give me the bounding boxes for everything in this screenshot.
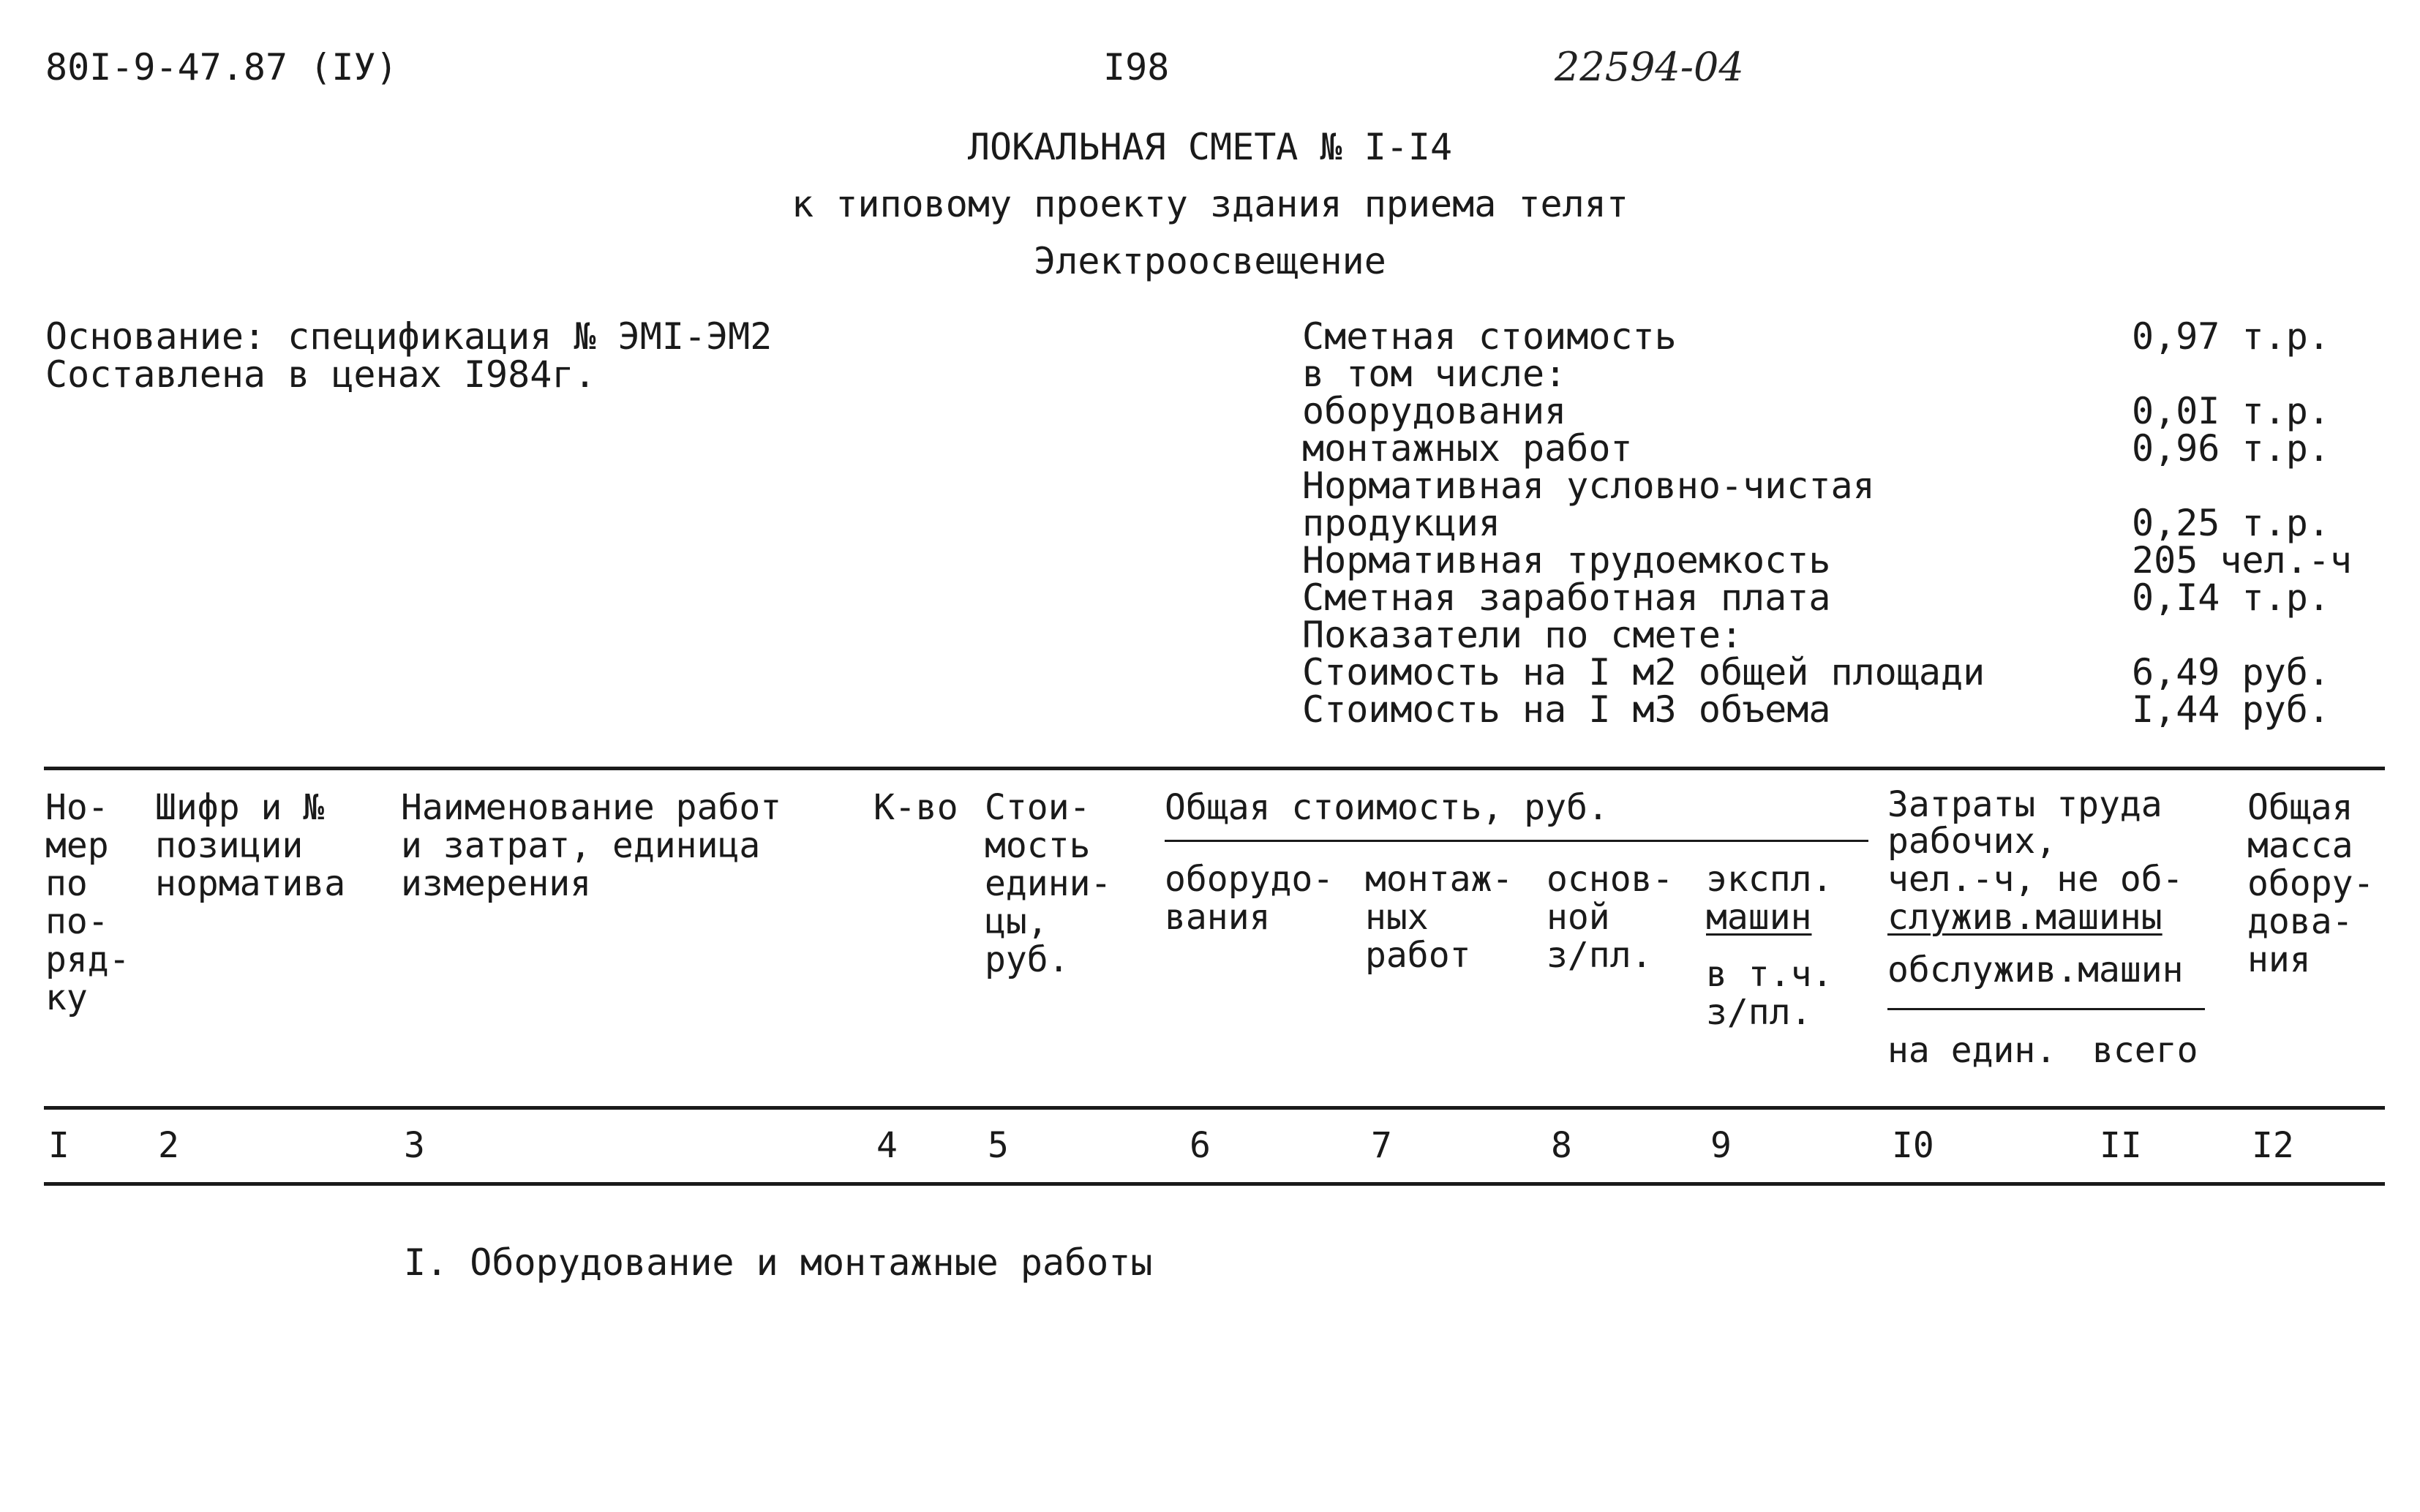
summary-label: Нормативная трудоемкость bbox=[1302, 539, 1831, 582]
document-code: 80I-9-47.87 (IУ) bbox=[45, 46, 398, 89]
summary-value: 0,97 т.р. bbox=[2132, 315, 2330, 358]
column-number: II bbox=[2100, 1125, 2142, 1166]
column-header-unit-cost: Стои- мость едини- цы, руб. bbox=[985, 787, 1112, 980]
column-header-labor-per-unit: на един. bbox=[1887, 1030, 2057, 1071]
column-number: I bbox=[48, 1125, 69, 1166]
column-number: 4 bbox=[876, 1125, 898, 1166]
table-top-rule bbox=[44, 767, 2385, 770]
summary-label: оборудования bbox=[1302, 390, 1567, 432]
column-number: 5 bbox=[988, 1125, 1009, 1166]
basis-prices: Составлена в ценах I984г. bbox=[45, 353, 596, 396]
labor-group-rule bbox=[1887, 1008, 2205, 1010]
handwritten-register-number: 22594-04 bbox=[1555, 44, 1744, 90]
summary-value: I,44 руб. bbox=[2132, 688, 2330, 731]
summary-label: Стоимость на I м2 общей площади bbox=[1302, 651, 1985, 693]
estimate-title: ЛОКАЛЬНАЯ СМЕТА № I-I4 bbox=[967, 126, 1453, 168]
summary-label: Стоимость на I м3 объема bbox=[1302, 688, 1831, 731]
column-number: 2 bbox=[158, 1125, 179, 1166]
summary-value: 6,49 руб. bbox=[2132, 651, 2330, 693]
summary-label: монтажных работ bbox=[1302, 427, 1633, 470]
section-heading: I. Оборудование и монтажные работы bbox=[404, 1241, 1153, 1284]
column-header-machines: машин bbox=[1706, 897, 1812, 938]
summary-value: 0,96 т.р. bbox=[2132, 427, 2330, 470]
column-number: I2 bbox=[2252, 1125, 2294, 1166]
column-header-labor-line1: Затраты труда bbox=[1887, 784, 2162, 825]
column-header-labor-servicing: обслужив.машин bbox=[1887, 949, 2184, 990]
summary-value: 0,I4 т.р. bbox=[2132, 576, 2330, 619]
column-header-total-cost-group: Общая стоимость, руб. bbox=[1165, 787, 1609, 828]
column-number: 6 bbox=[1190, 1125, 1211, 1166]
page-number: I98 bbox=[1103, 46, 1170, 89]
column-number: 8 bbox=[1551, 1125, 1572, 1166]
summary-label: Сметная стоимость bbox=[1302, 315, 1677, 358]
summary-value: 0,0I т.р. bbox=[2132, 390, 2330, 432]
column-header-incl-salary: в т.ч. з/пл. bbox=[1706, 954, 1833, 1033]
summary-label: Показатели по смете: bbox=[1302, 614, 1743, 656]
project-subtitle: к типовому проекту здания приема телят bbox=[792, 183, 1628, 225]
column-header-norm-code: Шифр и № позиции норматива bbox=[155, 787, 346, 904]
total-cost-group-rule bbox=[1165, 840, 1868, 842]
column-header-machine-operation: экспл. bbox=[1706, 859, 1833, 900]
column-header-quantity: К-во bbox=[873, 787, 958, 828]
column-number: 3 bbox=[404, 1125, 425, 1166]
column-header-labor-total: всего bbox=[2092, 1030, 2198, 1071]
column-header-row-number: Но- мер по по- ряд- ку bbox=[45, 787, 130, 1018]
column-number: I0 bbox=[1892, 1125, 1934, 1166]
column-header-labor-line3: чел.-ч, не об- bbox=[1887, 859, 2184, 900]
summary-label: Сметная заработная плата bbox=[1302, 576, 1831, 619]
column-number: 7 bbox=[1371, 1125, 1392, 1166]
summary-label: Нормативная условно-чистая bbox=[1302, 464, 1875, 507]
column-header-labor-line2: рабочих, bbox=[1887, 821, 2057, 862]
summary-label: продукция bbox=[1302, 502, 1500, 544]
column-header-equipment: оборудо- вания bbox=[1165, 859, 1334, 938]
column-header-work-name: Наименование работ и затрат, единица измерения bbox=[401, 787, 782, 904]
column-number: 9 bbox=[1710, 1125, 1732, 1166]
summary-label: в том числе: bbox=[1302, 353, 1567, 395]
basis-specification: Основание: спецификация № ЭМI-ЭМ2 bbox=[45, 315, 773, 358]
column-header-labor-line4: служив.машины bbox=[1887, 897, 2162, 938]
summary-value: 0,25 т.р. bbox=[2132, 502, 2330, 544]
column-number-bottom-rule bbox=[44, 1182, 2385, 1186]
column-header-base-salary: основ- ной з/пл. bbox=[1547, 859, 1674, 976]
section-subtitle: Электроосвещение bbox=[1034, 240, 1386, 282]
column-header-installation: монтаж- ных работ bbox=[1365, 859, 1514, 976]
summary-value: 205 чел.-ч bbox=[2132, 539, 2353, 582]
column-header-equipment-mass: Общая масса обору- дова- ния bbox=[2247, 787, 2375, 980]
header-bottom-rule bbox=[44, 1106, 2385, 1110]
